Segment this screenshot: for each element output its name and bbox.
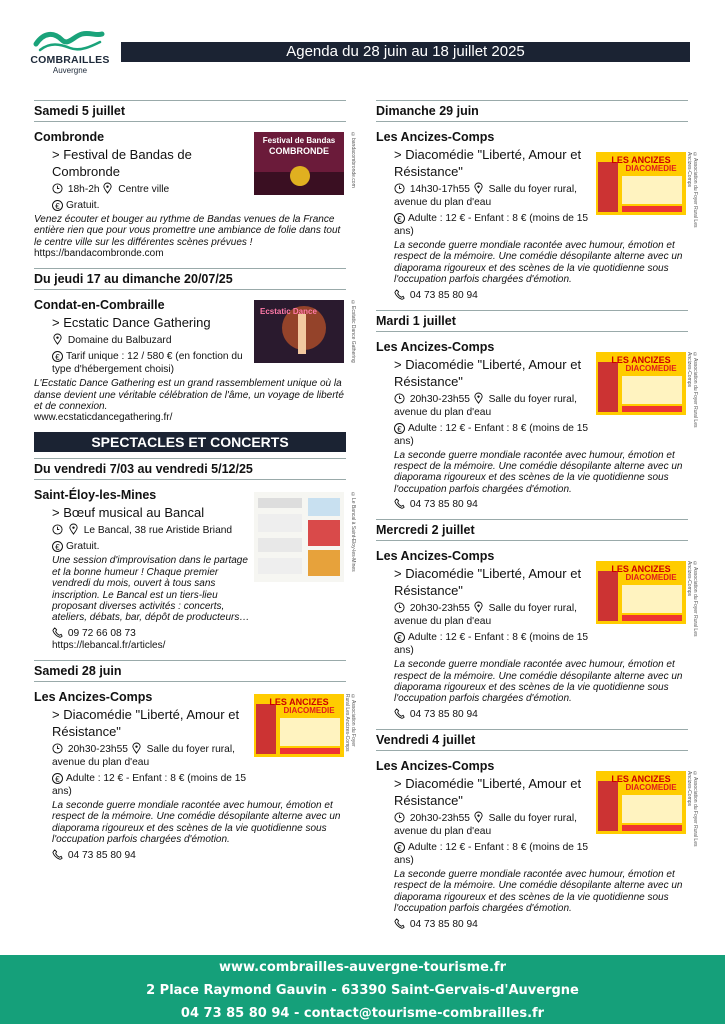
event-link[interactable]: https://bandacombronde.com [34, 248, 164, 260]
clock-icon [394, 183, 405, 194]
poster-line-2: DIACOMEDIE [625, 782, 677, 792]
event-description: Venez écouter et bouger au rythme de Bandas venues de la France entière rien que pour vous promettre une ambiance de folie dans tout le centre ville sur les différentes scènes prévues ! [34, 214, 341, 248]
diacomedie-poster-image [596, 561, 686, 624]
event-price [52, 540, 257, 553]
page-footer [0, 955, 725, 1024]
clock-icon [394, 812, 405, 823]
poster-line-1: LES ANCIZES [611, 773, 671, 784]
event-place [52, 524, 257, 537]
event-time-place [394, 602, 599, 628]
event-title[interactable]: > Diacomédie "Liberté, Amour et Résistance" [394, 566, 582, 599]
time-text: 14h30-17h55 [409, 184, 470, 195]
poster-line-1: LES ANCIZES [611, 155, 671, 165]
bancal-program-image [254, 492, 344, 582]
logo-name: COMBRAILLES [30, 54, 110, 66]
location-pin-icon [473, 393, 484, 404]
price-text: Adulte : 12 € - Enfant : 8 € (moins de 15 ans) [52, 772, 247, 797]
place-text: Salle du foyer rural, avenue du plan d'eau [394, 603, 577, 628]
section-banner: SPECTACLES ET CONCERTS [34, 432, 346, 452]
event-title[interactable]: > Diacomédie "Liberté, Amour et Résistance" [394, 147, 582, 179]
diacomedie-poster-image [596, 771, 686, 834]
footer-contact[interactable]: 04 73 85 80 94 - contact@tourisme-combrailles.fr [180, 1006, 545, 1021]
event-town: Saint-Éloy-les-Mines [34, 488, 157, 503]
time-text: 20h30-23h55 [409, 393, 470, 405]
poster-line-1: LES ANCIZES [611, 354, 671, 365]
event-date: Mercredi 2 juillet [376, 519, 688, 541]
price-text: Gratuit. [66, 200, 100, 211]
event-place: Centre ville [118, 184, 170, 195]
combrailles-logo[interactable] [30, 28, 110, 78]
poster-line-2: DIACOMEDIE [625, 573, 677, 583]
price-text: Adulte : 12 € - Enfant : 8 € (moins de 15 ans) [394, 422, 589, 447]
event-date: Du vendredi 7/03 au vendredi 5/12/25 [34, 458, 346, 480]
clock-icon [394, 393, 405, 404]
logo-subtitle: Auvergne [52, 66, 88, 75]
location-pin-icon [473, 602, 484, 613]
phone-text[interactable]: 04 73 85 80 94 [409, 708, 478, 720]
event-diacomedie [376, 549, 698, 721]
poster-line-1: LES ANCIZES [611, 564, 671, 575]
event-town: Combronde [34, 130, 105, 144]
place-text: Salle du foyer rural, avenue du plan d'eau [394, 184, 577, 208]
poster-line-2: COMBRONDE [269, 146, 329, 156]
euro-icon: € [52, 351, 63, 362]
event-link[interactable]: https://lebancal.fr/articles/ [52, 639, 166, 651]
right-column [376, 100, 698, 939]
image-credit: ©Association du Foyer Rural Les Ancizes-Comps [686, 770, 698, 847]
diacomedie-poster-image [596, 352, 686, 415]
event-date: Du jeudi 17 au dimanche 20/07/25 [34, 268, 346, 290]
event-time: 18h-2h [67, 184, 100, 195]
event-price [394, 841, 599, 867]
price-text: Gratuit. [66, 541, 100, 553]
event-town: Les Ancizes-Comps [376, 549, 495, 564]
event-title[interactable]: > Ecstatic Dance Gathering [52, 315, 211, 331]
event-phone [394, 498, 599, 511]
event-price [52, 350, 257, 376]
clock-icon [52, 183, 63, 194]
image-credit: ©bandacombronde.com [350, 132, 356, 188]
event-date: Vendredi 4 juillet [376, 729, 688, 751]
event-time-place [52, 183, 257, 196]
event-phone [52, 627, 257, 640]
event-place [52, 334, 257, 347]
euro-icon: € [52, 773, 63, 784]
event-title[interactable]: > Festival de Bandas de Combronde [52, 147, 192, 179]
event-title[interactable]: > Diacomédie "Liberté, Amour et Résistance" [394, 775, 582, 808]
location-pin-icon [131, 743, 142, 754]
euro-icon: € [52, 200, 63, 211]
left-column [34, 100, 356, 870]
clock-icon [52, 524, 63, 535]
event-phone [394, 289, 599, 302]
phone-text[interactable]: 04 73 85 80 94 [67, 849, 136, 861]
euro-icon: € [394, 632, 405, 643]
event-price [394, 631, 599, 657]
time-text: 20h30-23h55 [67, 743, 128, 755]
event-price [394, 422, 599, 448]
event-phone [394, 918, 599, 931]
poster-line-2: DIACOMEDIE [625, 363, 677, 373]
phone-text[interactable]: 04 73 85 80 94 [409, 289, 478, 301]
euro-icon: € [394, 842, 405, 853]
euro-icon: € [394, 423, 405, 434]
phone-icon [394, 289, 405, 300]
event-town: Les Ancizes-Comps [376, 130, 495, 144]
phone-icon [52, 849, 63, 860]
poster-line-1: LES ANCIZES [269, 696, 329, 707]
phone-text[interactable]: 04 73 85 80 94 [409, 918, 478, 930]
festival-poster-image [254, 132, 344, 195]
event-description: La seconde guerre mondiale racontée avec humour, émotion et respect de la mémoire. Une comédie désopilante alterne avec un diaporama rigoureux et des scènes de la vie quotidienne sous l'occupation parfois chargées d'émotion. [394, 868, 683, 915]
event-town: Les Ancizes-Comps [376, 339, 495, 354]
phone-icon [52, 627, 63, 638]
event-date: Samedi 5 juillet [34, 100, 346, 122]
poster-line-1: Festival de Bandas [262, 136, 336, 145]
event-title[interactable]: > Diacomédie "Liberté, Amour et Résistance" [394, 356, 582, 389]
event-diacomedie [376, 130, 698, 302]
location-pin-icon [52, 334, 63, 345]
poster-line-2: DIACOMEDIE [283, 705, 335, 715]
place-text: Domaine du Balbuzard [67, 335, 172, 347]
event-description: La seconde guerre mondiale racontée avec humour, émotion et respect de la mémoire. Une comédie désopilante alterne avec un diaporama rigoureux et des scènes de la vie quotidienne sous l'occupation parfois chargées d'émotion. [394, 240, 683, 286]
diacomedie-poster-image [596, 152, 686, 215]
phone-icon [394, 708, 405, 719]
event-title[interactable]: > Diacomédie "Liberté, Amour et Résistance" [52, 706, 240, 739]
event-town: Les Ancizes-Comps [376, 758, 495, 773]
phone-text[interactable]: 09 72 66 08 73 [67, 627, 136, 639]
image-credit: ©Association du Foyer Rural Les Ancizes-Comps [686, 351, 698, 428]
price-text: Adulte : 12 € - Enfant : 8 € (moins de 15 ans) [394, 213, 589, 237]
event-time-place [394, 812, 599, 838]
phone-icon [394, 498, 405, 509]
event-link[interactable]: www.ecstaticdancegathering.fr/ [34, 412, 173, 424]
phone-text[interactable]: 04 73 85 80 94 [409, 499, 478, 511]
event-ecstatic-dance [34, 298, 356, 424]
clock-icon [52, 743, 63, 754]
location-pin-icon [473, 183, 484, 194]
event-phone [394, 708, 599, 721]
price-text: Adulte : 12 € - Enfant : 8 € (moins de 15 ans) [394, 632, 589, 657]
logo-wave-icon [34, 28, 106, 54]
time-text: 20h30-23h55 [409, 812, 470, 824]
event-description: Une session d'improvisation dans le partage et la bonne humeur ! Chaque premier vendredi du mois, ouvert à tous sans inscription. Le Bancal est un tiers-lieu proposant diverses activités : concerts, ateliers, débats, bar, dépôt de producteurs… [52, 555, 250, 624]
image-credit: ©Le Bancal à Saint-Eloy-les-Mines [350, 492, 356, 573]
event-diacomedie [376, 339, 698, 512]
event-date: Samedi 28 juin [34, 660, 346, 682]
image-credit: ©Association du Foyer Rural Les Ancizes-Comps [344, 693, 356, 752]
image-credit: ©Association du Foyer Rural Les Ancizes-Comps [686, 561, 698, 637]
time-text: 20h30-23h55 [409, 603, 470, 615]
price-text: Adulte : 12 € - Enfant : 8 € (moins de 15 ans) [394, 841, 589, 866]
event-town: Condat-en-Combraille [34, 298, 165, 313]
ecstatic-dance-image [254, 300, 344, 363]
event-diacomedie [376, 758, 698, 931]
phone-icon [394, 918, 405, 929]
event-price [52, 772, 257, 798]
event-town: Les Ancizes-Comps [34, 689, 153, 704]
event-date: Dimanche 29 juin [376, 100, 688, 122]
place-text: Salle du foyer rural, avenue du plan d'eau [394, 812, 577, 837]
image-credit: ©Association du Foyer Rural Les Ancizes-Comps [686, 152, 698, 228]
event-date: Mardi 1 juillet [376, 310, 688, 332]
event-description: La seconde guerre mondiale racontée avec humour, émotion et respect de la mémoire. Une comédie désopilante alterne avec un diaporama rigoureux et des scènes de la vie quotidienne sous l'occupation parfois chargées d'émotion. [52, 799, 341, 846]
place-text: Salle du foyer rural, avenue du plan d'eau [52, 743, 235, 768]
event-festival-bandas [34, 130, 356, 260]
event-phone [52, 849, 257, 862]
poster-line-1: Ecstatic Dance [260, 307, 317, 317]
event-price [394, 212, 599, 238]
event-description: La seconde guerre mondiale racontée avec humour, émotion et respect de la mémoire. Une comédie désopilante alterne avec un diaporama rigoureux et des scènes de la vie quotidienne sous l'occupation parfois chargées d'émotion. [394, 449, 683, 495]
event-diacomedie [34, 689, 356, 862]
page-header [0, 0, 725, 80]
page-title: Agenda du 28 juin au 18 juillet 2025 [121, 42, 690, 62]
diacomedie-poster-image [254, 694, 344, 757]
clock-icon [394, 602, 405, 613]
event-description: L'Ecstatic Dance Gathering est un grand rassemblement unique où la danse devient une véritable célébration de l'âme, un voyage de liberté et de connexion. [34, 378, 344, 413]
event-price [52, 199, 257, 212]
event-time-place [394, 183, 599, 209]
poster-line-2: DIACOMEDIE [625, 164, 677, 173]
location-pin-icon [68, 524, 79, 535]
event-time-place [52, 743, 257, 769]
event-boeuf-musical [34, 488, 356, 651]
footer-address: 2 Place Raymond Gauvin - 63390 Saint-Gervais-d'Auvergne [146, 983, 579, 998]
event-description: La seconde guerre mondiale racontée avec humour, émotion et respect de la mémoire. Une comédie désopilante alterne avec un diaporama rigoureux et des scènes de la vie quotidienne sous l'occupation parfois chargées d'émotion. [394, 659, 683, 705]
place-text: Salle du foyer rural, avenue du plan d'eau [394, 393, 577, 418]
image-credit: ©Ecstatic Dance Gathering [350, 300, 356, 363]
footer-website[interactable]: www.combrailles-auvergne-tourisme.fr [218, 960, 506, 975]
event-title[interactable]: > Bœuf musical au Bancal [52, 505, 205, 521]
location-pin-icon [102, 183, 113, 194]
place-text: Le Bancal, 38 rue Aristide Briand [83, 525, 233, 537]
euro-icon: € [394, 213, 405, 224]
euro-icon: € [52, 541, 63, 552]
location-pin-icon [473, 812, 484, 823]
price-text: Tarif unique : 12 / 580 € (en fonction du type d'hébergement choisi) [52, 351, 243, 376]
event-time-place [394, 393, 599, 419]
